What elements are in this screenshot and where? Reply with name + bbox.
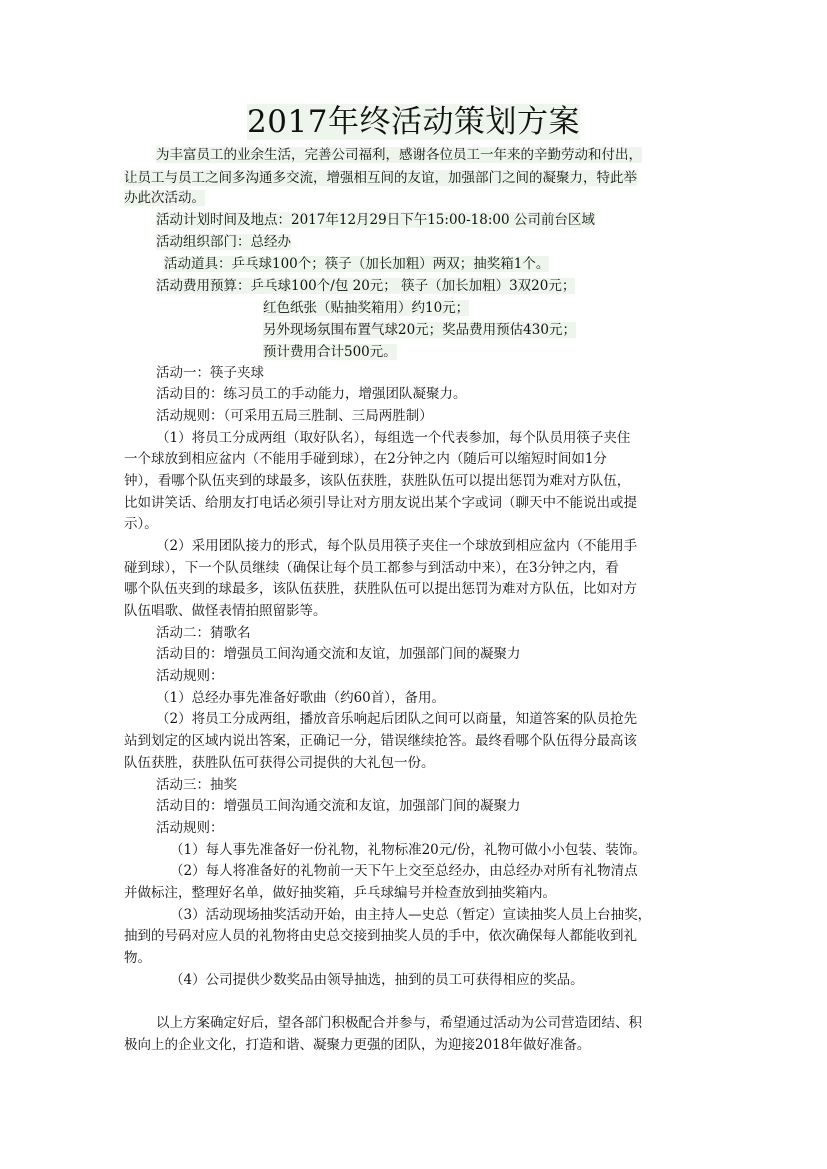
intro-line-1 bbox=[156, 146, 746, 164]
closing-line-1: 以上方案确定好后，望各部门积极配合并参与，希望通过活动为公司营造团结、积 bbox=[156, 1015, 642, 1031]
activity2-rules-title: 活动规则： bbox=[156, 668, 224, 684]
activity2-rule2-line-2: 站到划定的区域内说出答案，正确记一分，错误继续抢答。最终看哪个队伍得分最高该 bbox=[124, 733, 637, 749]
info-budget-2-text: 红色纸张（贴抽奖箱用）约10元； bbox=[263, 300, 470, 316]
info-budget-1-text: 活动费用预算：乒乓球100个/包 20元； 筷子（加长加粗）3双20元； bbox=[156, 278, 576, 294]
activity1-rule1-line-4: 比如讲笑话、给朋友打电话必须引导让对方朋友说出某个字或词（聊天中不能说出或提 bbox=[124, 495, 637, 511]
activity3-rule3-line-1: （3）活动现场抽奖活动开始，由主持人—史总（暂定）宣读抽奖人员上台抽奖， bbox=[170, 907, 652, 923]
info-budget-3 bbox=[263, 321, 827, 339]
activity1-rule1-line-3: 钟），看哪个队伍夹到的球最多，该队伍获胜，获胜队伍可以提出惩罚为难对方队伍， bbox=[124, 473, 631, 489]
activity3-goal: 活动目的：增强员工间沟通交流和友谊，加强部门间的凝聚力 bbox=[156, 798, 521, 814]
activity2-rule2-line-1: （2）将员工分成两组，播放音乐响起后团队之间可以商量，知道答案的队员抢先 bbox=[156, 711, 638, 727]
info-budget-3-text: 另外现场氛围布置气球20元；奖品费用预估430元； bbox=[263, 322, 576, 338]
activity3-rule1: （1）每人事先准备好一份礼物，礼物标准20元/份，礼物可做小小包装、装饰。 bbox=[170, 842, 646, 858]
info-budget-2 bbox=[263, 299, 827, 317]
intro-text-1: 为丰富员工的业余生活，完善公司福利，感谢各位员工一年来的辛勤劳动和付出， bbox=[156, 147, 642, 163]
info-budget-1 bbox=[156, 277, 746, 295]
activity1-rule2-line-3: 哪个队伍夹到的球最多，该队伍获胜，获胜队伍可以提出惩罚为难对方队伍，比如对方 bbox=[124, 581, 637, 597]
info-props-text: 活动道具：乒乓球100个；筷子（加长加粗）两双；抽奖箱1个。 bbox=[164, 256, 550, 272]
intro-text-3: 办此次活动。 bbox=[124, 190, 205, 206]
activity3-rule2-line-2: 并做标注，整理好名单，做好抽奖箱，乒乓球编号并检查放到抽奖箱内。 bbox=[124, 885, 556, 901]
activity1-rule1-line-5: 示）。 bbox=[124, 516, 158, 532]
info-budget-4 bbox=[263, 343, 827, 361]
activity1-rule2-line-2: 碰到球），下一个队员继续（确保让每个员工都参与到活动中来），在3分钟之内，看 bbox=[124, 560, 619, 576]
closing-line-2: 极向上的企业文化，打造和谐、凝聚力更强的团队，为迎接2018年做好准备。 bbox=[124, 1037, 591, 1053]
activity1-rule1-line-2: 一个球放到相应盆内（不能用手碰到球），在2分钟之内（随后可以缩短时间如1分 bbox=[124, 451, 607, 467]
activity3-rules-title: 活动规则： bbox=[156, 820, 224, 836]
activity1-rule2-line-4: 队伍唱歌、做怪表情拍照留影等。 bbox=[124, 603, 327, 619]
document-title-text: 2017年终活动策划方案 bbox=[247, 104, 580, 140]
activity1-rules-title: 活动规则：（可采用五局三胜制、三局两胜制） bbox=[156, 408, 433, 424]
activity3-name: 活动三：抽奖 bbox=[156, 777, 237, 793]
info-dept-text: 活动组织部门：总经办 bbox=[156, 234, 291, 250]
activity3-rule2-line-1: （2）每人将准备好的礼物前一天下午上交至总经办，由总经办对所有礼物清点 bbox=[170, 863, 638, 879]
activity2-rule2-line-3: 队伍获胜，获胜队伍可获得公司提供的大礼包一份。 bbox=[124, 755, 435, 771]
activity2-goal: 活动目的：增强员工间沟通交流和友谊，加强部门间的凝聚力 bbox=[156, 646, 521, 662]
activity3-rule3-line-3: 物。 bbox=[124, 950, 151, 966]
document-title bbox=[0, 100, 827, 144]
info-time-text: 活动计划时间及地点：2017年12月29日下午15:00-18:00 公司前台区域 bbox=[156, 212, 595, 228]
info-dept bbox=[156, 233, 746, 251]
info-props bbox=[164, 255, 754, 273]
info-budget-4-text: 预计费用合计500元。 bbox=[263, 344, 397, 360]
activity2-name: 活动二：猜歌名 bbox=[156, 625, 251, 641]
activity1-rule1-line-1: （1）将员工分成两组（取好队名），每组选一个代表参加，每个队员用筷子夹住 bbox=[156, 430, 631, 446]
activity3-rule3-line-2: 抽到的号码对应人员的礼物将由史总交接到抽奖人员的手中，依次确保每人都能收到礼 bbox=[124, 928, 637, 944]
activity1-name: 活动一：筷子夹球 bbox=[156, 365, 264, 381]
intro-line-2 bbox=[124, 169, 714, 187]
activity3-rule4: （4）公司提供少数奖品由领导抽选，抽到的员工可获得相应的奖品。 bbox=[170, 972, 584, 988]
activity1-rule2-line-1: （2）采用团队接力的形式，每个队员用筷子夹住一个球放到相应盆内（不能用手 bbox=[156, 538, 638, 554]
info-time bbox=[156, 211, 746, 229]
activity1-goal: 活动目的：练习员工的手动能力，增强团队凝聚力。 bbox=[156, 386, 467, 402]
intro-text-2: 让员工与员工之间多沟通多交流，增强相互间的友谊，加强部门之间的凝聚力，特此举 bbox=[124, 170, 637, 186]
activity2-rule1: （1）总经办事先准备好歌曲（约60首），备用。 bbox=[156, 690, 446, 706]
intro-line-3 bbox=[124, 189, 714, 207]
